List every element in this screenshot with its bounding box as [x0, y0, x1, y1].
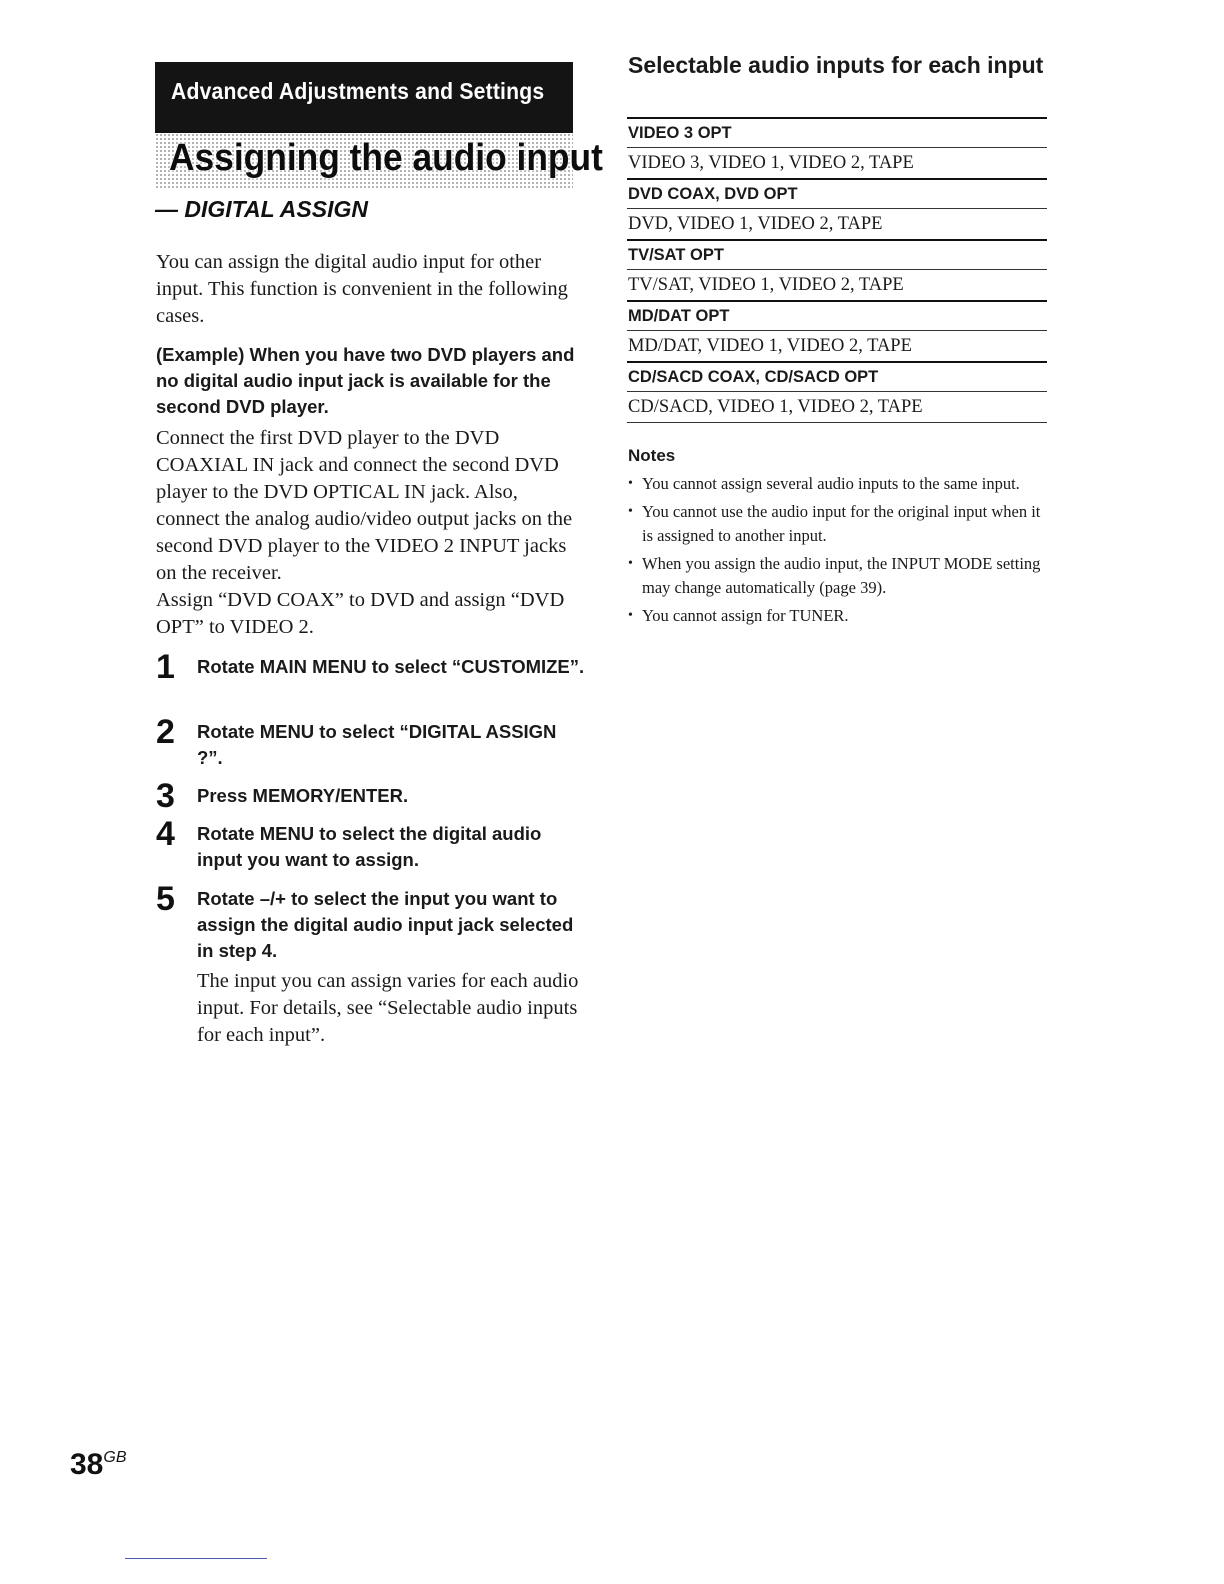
page-number — [70, 1448, 127, 1482]
table-row-input: MD/DAT OPT — [627, 300, 1047, 330]
step-text: Rotate MENU to select the digital audio input you want to assign. — [197, 823, 542, 870]
section-banner-label: Advanced Adjustments and Settings — [171, 78, 545, 104]
intro-paragraph: You can assign the digital audio input for other input. This function is convenient in the following cases. — [156, 251, 568, 327]
page-subtitle: — DIGITAL ASSIGN — [155, 196, 368, 222]
step-text: Rotate –/+ to select the input you want to assign the digital audio input jack selected in step 4. — [197, 888, 574, 961]
table-row-input: TV/SAT OPT — [627, 239, 1047, 269]
table-row-selectable: DVD, VIDEO 1, VIDEO 2, TAPE — [627, 208, 1047, 239]
page-title: Assigning the audio input — [169, 137, 603, 179]
example-body-paragraph-2: Assign “DVD COAX” to DVD and assign “DVD OPT” to VIDEO 2. — [156, 589, 565, 638]
note-item: • You cannot assign for TUNER. — [628, 604, 1053, 629]
note-item: • You cannot assign several audio inputs to the same input. — [628, 472, 1053, 497]
note-item: • When you assign the audio input, the INPUT MODE setting may change automatically (page 39). — [628, 552, 1053, 601]
notes-list — [628, 472, 1053, 631]
example-heading: (Example) When you have two DVD players and no digital audio input jack is available for the second DVD player. — [156, 344, 575, 417]
table-row-selectable: VIDEO 3, VIDEO 1, VIDEO 2, TAPE — [627, 147, 1047, 178]
step-number: 3 — [156, 777, 175, 815]
page-title-band — [155, 133, 603, 189]
step-number: 1 — [156, 648, 175, 686]
step-number: 5 — [156, 880, 175, 918]
footer-rule — [125, 1558, 267, 1559]
table-row-selectable: TV/SAT, VIDEO 1, VIDEO 2, TAPE — [627, 269, 1047, 300]
table-row-input: DVD COAX, DVD OPT — [627, 178, 1047, 208]
example-body — [156, 425, 586, 641]
example-body-paragraph-1: Connect the first DVD player to the DVD COAXIAL IN jack and connect the second DVD player to the DVD OPTICAL IN jack. Also, connect the analog audio/video output jacks on the second DVD player to the VIDEO 2 INPUT jacks on the receiver. — [156, 427, 573, 584]
step-text: Press MEMORY/ENTER. — [197, 785, 409, 806]
note-item: • You cannot use the audio input for the original input when it is assigned to another input. — [628, 500, 1053, 549]
step-text: Rotate MENU to select “DIGITAL ASSIGN ?”. — [197, 721, 557, 768]
step-5-note: The input you can assign varies for each audio input. For details, see “Selectable audio inputs for each input”. — [197, 970, 579, 1046]
table-heading: Selectable audio inputs for each input — [628, 52, 1044, 78]
table-bottom-rule — [627, 422, 1047, 423]
section-banner — [155, 62, 573, 133]
selectable-inputs-table — [627, 117, 1047, 423]
page-number-value: 38 — [70, 1448, 104, 1481]
step-number: 2 — [156, 713, 175, 751]
step-number: 4 — [156, 815, 175, 853]
table-row-input: VIDEO 3 OPT — [627, 117, 1047, 147]
step-text: Rotate MAIN MENU to select “CUSTOMIZE”. — [197, 656, 585, 677]
table-row-input: CD/SACD COAX, CD/SACD OPT — [627, 361, 1047, 391]
table-row-selectable: CD/SACD, VIDEO 1, VIDEO 2, TAPE — [627, 391, 1047, 422]
notes-title: Notes — [628, 446, 676, 465]
table-row-selectable: MD/DAT, VIDEO 1, VIDEO 2, TAPE — [627, 330, 1047, 361]
page-number-suffix: GB — [103, 1449, 127, 1466]
